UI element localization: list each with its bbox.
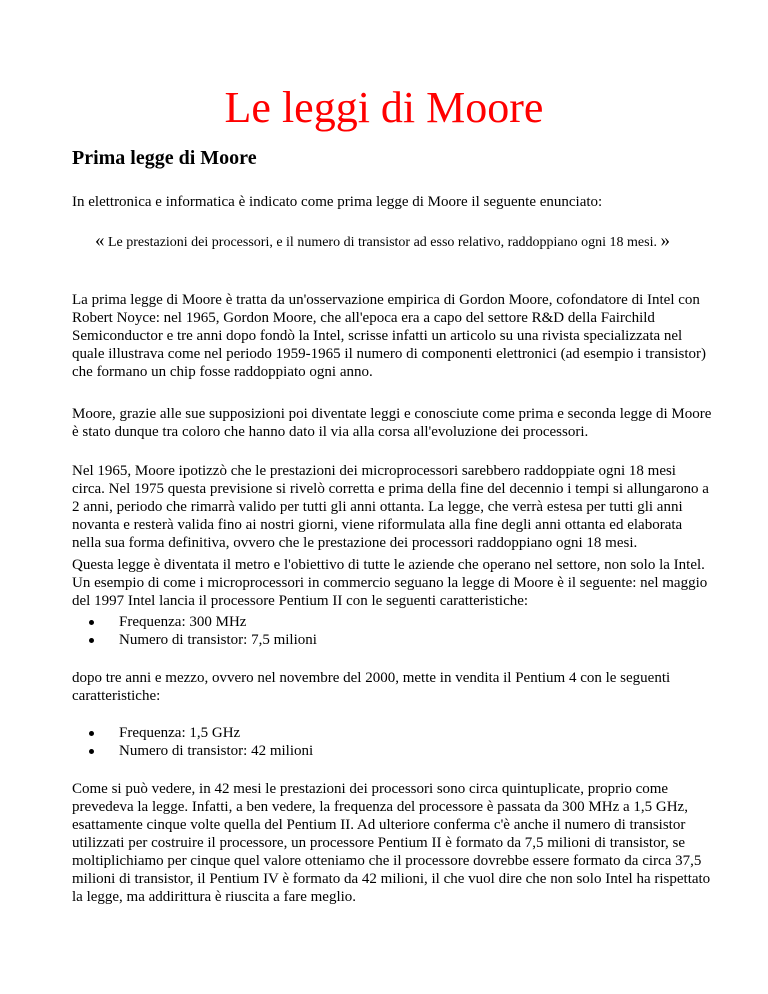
bullet-icon [89,620,94,625]
pentium4-spec-list [72,724,313,760]
paragraph-conclusion: Come si può vedere, in 42 mesi le prestazioni dei processori sono circa quintuplicate, proprio come prevedeva la legge. Infatti, a ben vedere, la frequenza del processore è passata da 300 MHz a 1,5 GHz, esattamente cinque volte quella del Pentium II. Ad ulteriore conferma c'è anche il numero di transistor utilizzati per costruire il processore, un processore Pentium II è formato da 7,5 milioni di transistor, se moltiplichiamo per cinque quel valore otteniamo che il processore dovrebbe essere formato da circa 37,5 milioni di transistor, il Pentium IV è formato da 42 milioni, il che vuol dire che non solo Intel ha rispettato la legge, ma addirittura è riuscita a fare meglio. [72,781,711,905]
list-item: Frequenza: 300 MHz [72,613,317,631]
bullet-icon [89,731,94,736]
paragraph-moore-origin: La prima legge di Moore è tratta da un'osservazione empirica di Gordon Moore, cofondatore di Intel con Robert Noyce: nel 1965, Gordon Moore, che all'epoca era a capo del settore R&D della Fairchild Semiconductor e tre anni dopo fondò la Intel, scrisse infatti un articolo su una rivista specializzata nel quale illustrava come nel periodo 1959-1965 il numero di componenti elettronici (ad esempio i transistor) che formano un chip fosse raddoppiato ogni anno. [72,292,706,380]
bullet-icon [89,749,94,754]
list-item: Frequenza: 1,5 GHz [72,724,313,742]
quote-close-mark: » [660,230,670,251]
quote-open-mark: « [95,230,105,251]
section-heading: Prima legge di Moore [72,147,257,169]
document-title: Le leggi di Moore [224,83,544,132]
paragraph-pentium4-intro: dopo tre anni e mezzo, ovvero nel novembre del 2000, mette in vendita il Pentium 4 con le seguenti caratteristiche: [72,670,671,704]
intro-paragraph: In elettronica e informatica è indicato come prima legge di Moore il seguente enunciato: [72,194,603,210]
list-item: Numero di transistor: 42 milioni [72,742,313,760]
list-item: Numero di transistor: 7,5 milioni [72,631,317,649]
paragraph-moore-laws: Moore, grazie alle sue supposizioni poi diventate leggi e conosciute come prima e seconda legge di Moore è stato dunque tra coloro che hanno dato il via alla corsa all'evoluzione dei processori. [72,406,712,440]
quote-text: Le prestazioni dei processori, e il numero di transistor ad esso relativo, raddoppiano ogni 18 mesi. [104,235,661,250]
paragraph-history: Nel 1965, Moore ipotizzò che le prestazioni dei microprocessori sarebbero raddoppiate ogni 18 mesi circa. Nel 1975 questa previsione si rivelò corretta e prima della fine del decennio i tempi si allungarono a 2 anni, periodo che rimarrà valido per tutti gli anni ottanta. La legge, che verrà estesa per tutti gli anni novanta e resterà valida fino ai nostri giorni, viene riformulata alla fine degli anni ottanta ed elaborata nella sua forma definitiva, ovvero che le prestazione dei processori raddoppiano ogni 18 mesi. [72,463,709,551]
paragraph-industry-metric: Questa legge è diventata il metro e l'obiettivo di tutte le aziende che operano nel settore, non solo la Intel. Un esempio di come i microprocessori in commercio seguano la legge di Moore è il seguente: nel maggio del 1997 Intel lancia il processore Pentium II con le seguenti caratteristiche: [72,557,708,609]
bullet-icon [89,638,94,643]
block-quote [95,230,695,254]
pentium2-spec-list [72,613,317,649]
